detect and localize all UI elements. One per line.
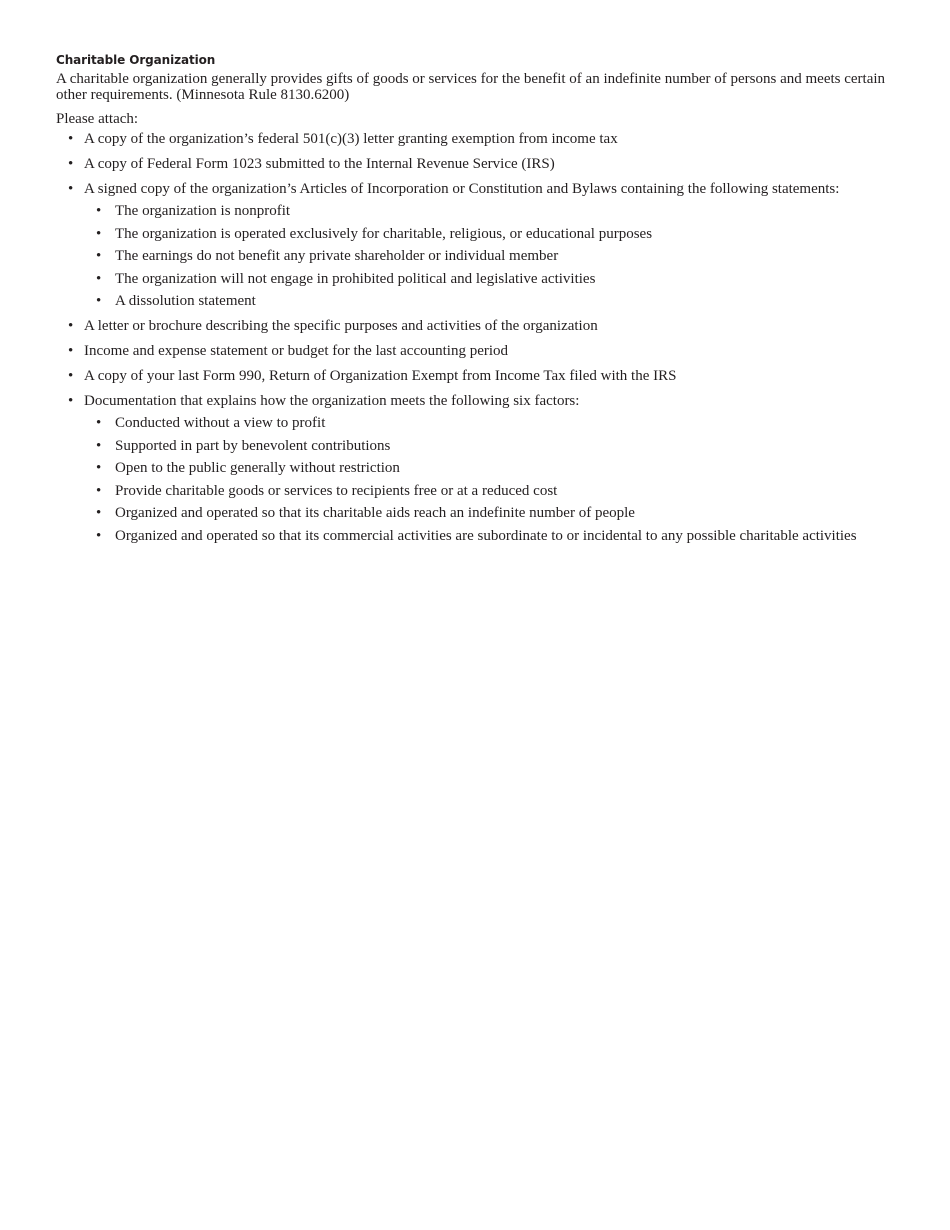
list-item-text: Documentation that explains how the organization meets the following six factors: xyxy=(84,393,580,409)
list-item-text: A signed copy of the organization’s Articles of Incorporation or Constitution and Bylaws containing the following statements: xyxy=(84,181,840,197)
sub-list-item-text: Open to the public generally without restriction xyxy=(115,460,400,476)
list-item xyxy=(56,156,886,172)
sub-list-item-text: Organized and operated so that its charitable aids reach an indefinite number of people xyxy=(115,505,635,521)
bullet-icon: • xyxy=(96,270,102,287)
bullet-icon: • xyxy=(96,225,102,242)
bullet-icon: • xyxy=(68,131,74,147)
sub-list-item xyxy=(56,293,886,309)
list-item-text: A letter or brochure describing the specific purposes and activities of the organization xyxy=(84,318,598,334)
list-item xyxy=(56,131,886,147)
bullet-icon: • xyxy=(96,203,102,219)
sub-list-item xyxy=(56,528,886,544)
list-item-text: Income and expense statement or budget for the last accounting period xyxy=(84,343,509,359)
list-item xyxy=(56,393,886,544)
sub-list-item xyxy=(56,248,886,264)
list-item-text: A copy of Federal Form 1023 submitted to the Internal Revenue Service (IRS) xyxy=(84,156,555,172)
bullet-icon: • xyxy=(68,156,74,172)
document-page xyxy=(56,52,886,553)
bullet-icon: • xyxy=(96,415,102,431)
attachment-list xyxy=(56,131,886,544)
list-item xyxy=(56,181,886,309)
sub-list-item-text: Conducted without a view to profit xyxy=(115,415,326,431)
sub-list-item-text: The organization will not engage in prohibited political and legislative activities xyxy=(115,270,596,287)
bullet-icon: • xyxy=(96,505,102,521)
section-title: Charitable Organization xyxy=(56,53,216,67)
bullet-icon: • xyxy=(96,460,102,476)
list-item-text: A copy of the organization’s federal 501(c)(3) letter granting exemption from income tax xyxy=(84,131,618,147)
sub-list xyxy=(84,415,886,544)
bullet-icon: • xyxy=(96,527,102,544)
sub-list-item xyxy=(56,271,886,287)
sub-list-item-text: The earnings do not benefit any private shareholder or individual member xyxy=(115,248,559,264)
sub-list-item-text: A dissolution statement xyxy=(115,293,256,309)
sub-list-item-text: Supported in part by benevolent contributions xyxy=(115,437,391,454)
bullet-icon: • xyxy=(68,393,74,409)
bullet-icon: • xyxy=(68,318,74,334)
sub-list-item xyxy=(56,483,886,499)
sub-list-item xyxy=(56,460,886,476)
bullet-icon: • xyxy=(68,368,74,384)
attach-label: Please attach: xyxy=(56,111,139,127)
sub-list-item-text: Organized and operated so that its commercial activities are subordinate to or incidental to any possible charitable activities xyxy=(115,527,857,544)
sub-list-item-text: The organization is nonprofit xyxy=(115,203,291,219)
sub-list-item xyxy=(56,415,886,431)
sub-list-item xyxy=(56,438,886,454)
list-item xyxy=(56,318,886,334)
sub-list-item xyxy=(56,226,886,242)
sub-list-item-text: The organization is operated exclusively for charitable, religious, or educational purposes xyxy=(115,225,653,242)
bullet-icon: • xyxy=(96,482,102,499)
bullet-icon: • xyxy=(68,343,74,359)
list-item-text: A copy of your last Form 990, Return of Organization Exempt from Income Tax filed with the IRS xyxy=(84,368,677,384)
sub-list xyxy=(84,203,886,309)
bullet-icon: • xyxy=(96,437,102,454)
list-item xyxy=(56,368,886,384)
section-intro: A charitable organization generally provides gifts of goods or services for the benefit of an indefinite number of persons and meets certain other requirements. (Minnesota Rule 8130.6200) xyxy=(56,71,886,103)
sub-list-item xyxy=(56,203,886,219)
bullet-icon: • xyxy=(96,293,102,309)
sub-list-item xyxy=(56,505,886,521)
sub-list-item-text: Provide charitable goods or services to recipients free or at a reduced cost xyxy=(115,482,558,499)
list-item xyxy=(56,343,886,359)
bullet-icon: • xyxy=(96,248,102,264)
bullet-icon: • xyxy=(68,181,74,197)
